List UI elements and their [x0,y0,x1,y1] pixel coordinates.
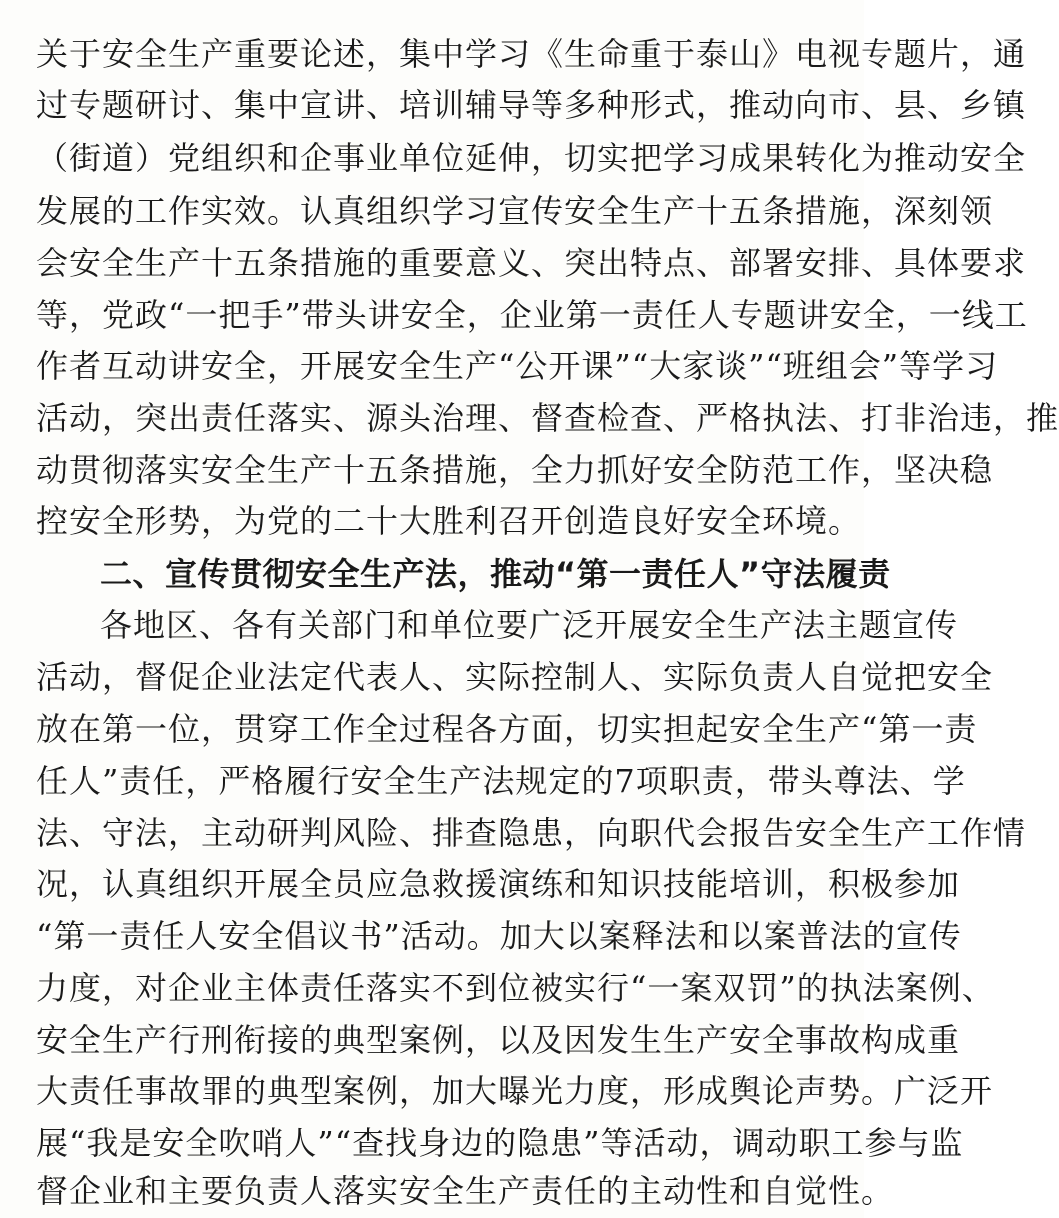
paragraph1-line-6: 等，党政“一把手”带头讲安全，企业第一责任人专题讲安全，一线工 [36,296,1028,334]
paragraph1-line-1: 关于安全生产重要论述，集中学习《生命重于泰山》电视专题片，通 [36,35,1027,73]
paragraph2-line-8: 力度，对企业主体责任落实不到位被实行“一案双罚”的执法案例、 [36,969,995,1007]
paragraph2-line-4: 任人”责任，严格履行安全生产法规定的7项职责，带头尊法、学 [36,762,966,800]
paragraph2-line-5: 法、守法，主动研判风险、排查隐患，向职代会报告安全生产工作情 [36,814,1027,852]
paragraph2-line-12: 督企业和主要负责人落实安全生产责任的主动性和自觉性。 [36,1172,895,1210]
paragraph2-line-6: 况，认真组织开展全员应急救援演练和知识技能培训，积极参加 [36,865,961,903]
paragraph2-line-7: “第一责任人安全倡议书”活动。加大以案释法和以案普法的宣传 [36,917,962,955]
paragraph1-line-9: 动贯彻落实安全生产十五条措施，全力抓好安全防范工作，坚决稳 [36,451,994,489]
section-heading: 二、宣传贯彻安全生产法，推动“第一责任人”守法履责 [100,555,891,593]
paragraph1-line-8: 活动，突出责任落实、源头治理、督查检查、严格执法、打非治违，推 [36,399,1059,437]
paragraph2-line-2: 活动，督促企业法定代表人、实际控制人、实际负责人自觉把安全 [36,658,994,696]
paragraph2-line-10: 大责任事故罪的典型案例，加大曝光力度，形成舆论声势。广泛开 [36,1072,994,1110]
paragraph1-line-3: （街道）党组织和企事业单位延伸，切实把学习成果转化为推动安全 [36,139,1027,177]
paragraph1-line-5: 会安全生产十五条措施的重要意义、突出特点、部署安排、具体要求 [36,244,1027,282]
paragraph2-line-1: 各地区、各有关部门和单位要广泛开展安全生产法主题宣传 [100,606,959,644]
paragraph2-line-9: 安全生产行刑衔接的典型案例，以及因发生生产安全事故构成重 [36,1021,961,1059]
paragraph1-line-2: 过专题研讨、集中宣讲、培训辅导等多种形式，推动向市、县、乡镇 [36,86,1027,124]
paragraph2-line-3: 放在第一位，贯穿工作全过程各方面，切实担起安全生产“第一责 [36,710,978,748]
paragraph1-line-7: 作者互动讲安全，开展安全生产“公开课”“大家谈”“班组会”等学习 [36,347,999,385]
paragraph1-line-4: 发展的工作实效。认真组织学习宣传安全生产十五条措施，深刻领 [36,192,994,230]
paragraph1-line-10: 控安全形势，为党的二十大胜利召开创造良好安全环境。 [36,502,862,540]
paragraph2-line-11: 展“我是安全吹哨人”“查找身边的隐患”等活动，调动职工参与监 [36,1124,964,1162]
